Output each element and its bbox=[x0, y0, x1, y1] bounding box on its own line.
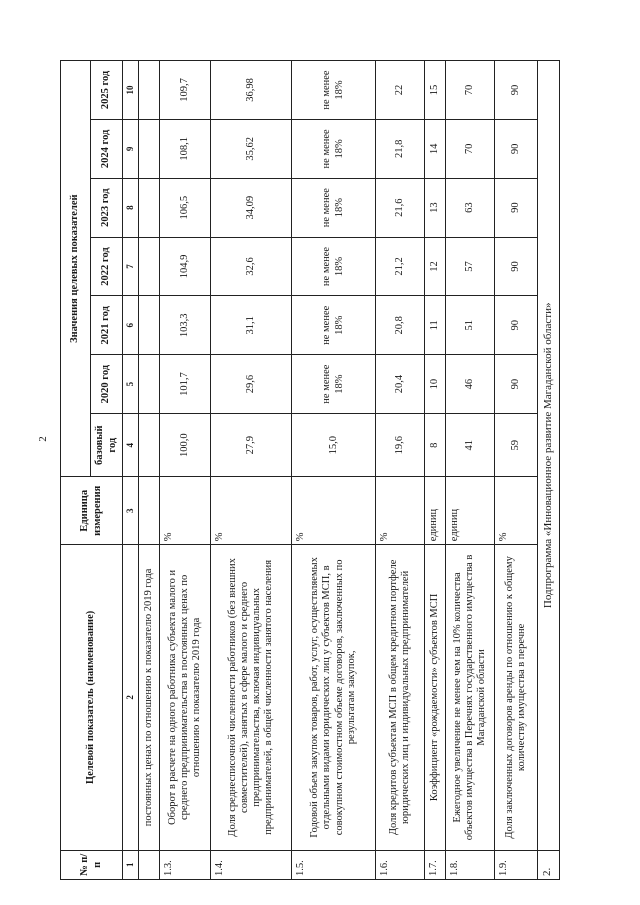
row-number: 1.8. bbox=[446, 850, 495, 879]
value-cell: 29,6 bbox=[211, 355, 292, 414]
value-cell: 10 bbox=[425, 355, 446, 414]
indicator-row bbox=[376, 61, 425, 880]
value-cell: 90 bbox=[495, 355, 537, 414]
row-number: 1.4. bbox=[211, 850, 292, 879]
subprogram-title: Подпрограмма «Инновационное развитие Магаданской области» bbox=[537, 61, 559, 851]
value-cell: 20,4 bbox=[376, 355, 425, 414]
header-2021: 2021 год bbox=[91, 296, 123, 355]
value-cell: 15,0 bbox=[291, 414, 376, 477]
value-cell: 90 bbox=[495, 61, 537, 120]
column-index: 7 bbox=[123, 237, 139, 296]
column-index: 2 bbox=[123, 545, 139, 850]
indicator-row bbox=[160, 61, 211, 880]
value-cell: 90 bbox=[495, 119, 537, 178]
indicator-name: Доля среднесписочной численности работников (без внешних совместителей), занятых в сфере малого и среднего предпринимательства, включая индивидуальных предпринимателей, в общей численности занятого населения bbox=[211, 545, 292, 850]
indicator-row bbox=[425, 61, 446, 880]
row-number: 1.5. bbox=[291, 850, 376, 879]
unit-cell: % bbox=[376, 477, 425, 545]
indicator-row bbox=[446, 61, 495, 880]
header-2022: 2022 год bbox=[91, 237, 123, 296]
column-index: 3 bbox=[123, 477, 139, 545]
unit-cell: % bbox=[160, 477, 211, 545]
subprogram-row bbox=[537, 61, 559, 880]
value-cell: 46 bbox=[446, 355, 495, 414]
value-cell: 14 bbox=[425, 119, 446, 178]
column-index: 10 bbox=[123, 61, 139, 120]
value-cell: 21,8 bbox=[376, 119, 425, 178]
indicator-row bbox=[495, 61, 537, 880]
value-cell: 27,9 bbox=[211, 414, 292, 477]
value-cell: 100,0 bbox=[160, 414, 211, 477]
header-2023: 2023 год bbox=[91, 178, 123, 237]
column-index-row bbox=[123, 61, 139, 880]
header-2020: 2020 год bbox=[91, 355, 123, 414]
value-cell: 32,6 bbox=[211, 237, 292, 296]
column-index: 8 bbox=[123, 178, 139, 237]
column-index: 4 bbox=[123, 414, 139, 477]
indicator-name: Коэффициент «рождаемости» субъектов МСП bbox=[425, 545, 446, 850]
value-cell: 59 bbox=[495, 414, 537, 477]
value-cell: 8 bbox=[425, 414, 446, 477]
value-cell: 21,2 bbox=[376, 237, 425, 296]
continuation-text: постоянных ценах по отношению к показателю 2019 года bbox=[138, 545, 159, 850]
continuation-row bbox=[138, 61, 159, 880]
indicator-name: Доля заключенных договоров аренды по отношению к общему количеству имущества в перечне bbox=[495, 545, 537, 850]
value-cell: не менее 18% bbox=[291, 355, 376, 414]
value-cell: 109,7 bbox=[160, 61, 211, 120]
value-cell: 12 bbox=[425, 237, 446, 296]
value-cell: 104,9 bbox=[160, 237, 211, 296]
value-cell: не менее 18% bbox=[291, 61, 376, 120]
value-cell: не менее 18% bbox=[291, 178, 376, 237]
header-2024: 2024 год bbox=[91, 119, 123, 178]
unit-cell: % bbox=[211, 477, 292, 545]
header-name: Целевой показатель (наименование) bbox=[61, 545, 123, 850]
value-cell: 34,09 bbox=[211, 178, 292, 237]
unit-cell: % bbox=[291, 477, 376, 545]
header-unit: Единица измерения bbox=[61, 477, 123, 545]
value-cell: 103,3 bbox=[160, 296, 211, 355]
value-cell: 36,98 bbox=[211, 61, 292, 120]
value-cell: 35,62 bbox=[211, 119, 292, 178]
row-number: 1.6. bbox=[376, 850, 425, 879]
value-cell: 70 bbox=[446, 119, 495, 178]
value-cell: 70 bbox=[446, 61, 495, 120]
value-cell: 41 bbox=[446, 414, 495, 477]
header-base: базовый год bbox=[91, 414, 123, 477]
value-cell: не менее 18% bbox=[291, 296, 376, 355]
unit-cell: единиц bbox=[446, 477, 495, 545]
indicator-row bbox=[291, 61, 376, 880]
value-cell: 22 bbox=[376, 61, 425, 120]
column-index: 6 bbox=[123, 296, 139, 355]
row-number: 1.3. bbox=[160, 850, 211, 879]
indicators-table bbox=[60, 60, 560, 880]
value-cell: 90 bbox=[495, 237, 537, 296]
value-cell: 19,6 bbox=[376, 414, 425, 477]
value-cell: 11 bbox=[425, 296, 446, 355]
column-index: 5 bbox=[123, 355, 139, 414]
value-cell: 106,5 bbox=[160, 178, 211, 237]
indicator-name: Доля кредитов субъектам МСП в общем кредитном портфеле юридических лиц и индивидуальных предпринимателей bbox=[376, 545, 425, 850]
value-cell: не менее 18% bbox=[291, 119, 376, 178]
indicator-row bbox=[211, 61, 292, 880]
value-cell: не менее 18% bbox=[291, 237, 376, 296]
subprogram-number: 2. bbox=[537, 850, 559, 879]
header-2025: 2025 год bbox=[91, 61, 123, 120]
indicator-name: Годовой объем закупок товаров, работ, услуг, осуществляемых отдельными видами юридических лиц у субъектов МСП, в совокупном стоимостном объеме договоров, заключенных по результатам закупок, bbox=[291, 545, 376, 850]
column-index: 9 bbox=[123, 119, 139, 178]
value-cell: 90 bbox=[495, 178, 537, 237]
value-cell: 63 bbox=[446, 178, 495, 237]
unit-cell: единиц bbox=[425, 477, 446, 545]
value-cell: 15 bbox=[425, 61, 446, 120]
value-cell: 57 bbox=[446, 237, 495, 296]
value-cell: 13 bbox=[425, 178, 446, 237]
unit-cell: % bbox=[495, 477, 537, 545]
continuation-no bbox=[138, 850, 159, 879]
value-cell: 51 bbox=[446, 296, 495, 355]
indicator-name: Ежегодное увеличение не менее чем на 10% количества объектов имущества в Перечнях государственного имущества в Магаданской области bbox=[446, 545, 495, 850]
row-number: 1.9. bbox=[495, 850, 537, 879]
value-cell: 20,8 bbox=[376, 296, 425, 355]
value-cell: 31,1 bbox=[211, 296, 292, 355]
value-cell: 21,6 bbox=[376, 178, 425, 237]
header-no: № п/п bbox=[61, 850, 123, 879]
value-cell: 108,1 bbox=[160, 119, 211, 178]
page-number: 2 bbox=[36, 436, 49, 442]
column-index: 1 bbox=[123, 850, 139, 879]
value-cell: 101,7 bbox=[160, 355, 211, 414]
value-cell: 90 bbox=[495, 296, 537, 355]
rotated-table-container bbox=[60, 60, 580, 880]
indicator-name: Оборот в расчете на одного работника субъекта малого и среднего предпринимательства в постоянных ценах по отношению к показателю 2019 года bbox=[160, 545, 211, 850]
header-values-group: Значения целевых показателей bbox=[61, 61, 91, 477]
row-number: 1.7. bbox=[425, 850, 446, 879]
